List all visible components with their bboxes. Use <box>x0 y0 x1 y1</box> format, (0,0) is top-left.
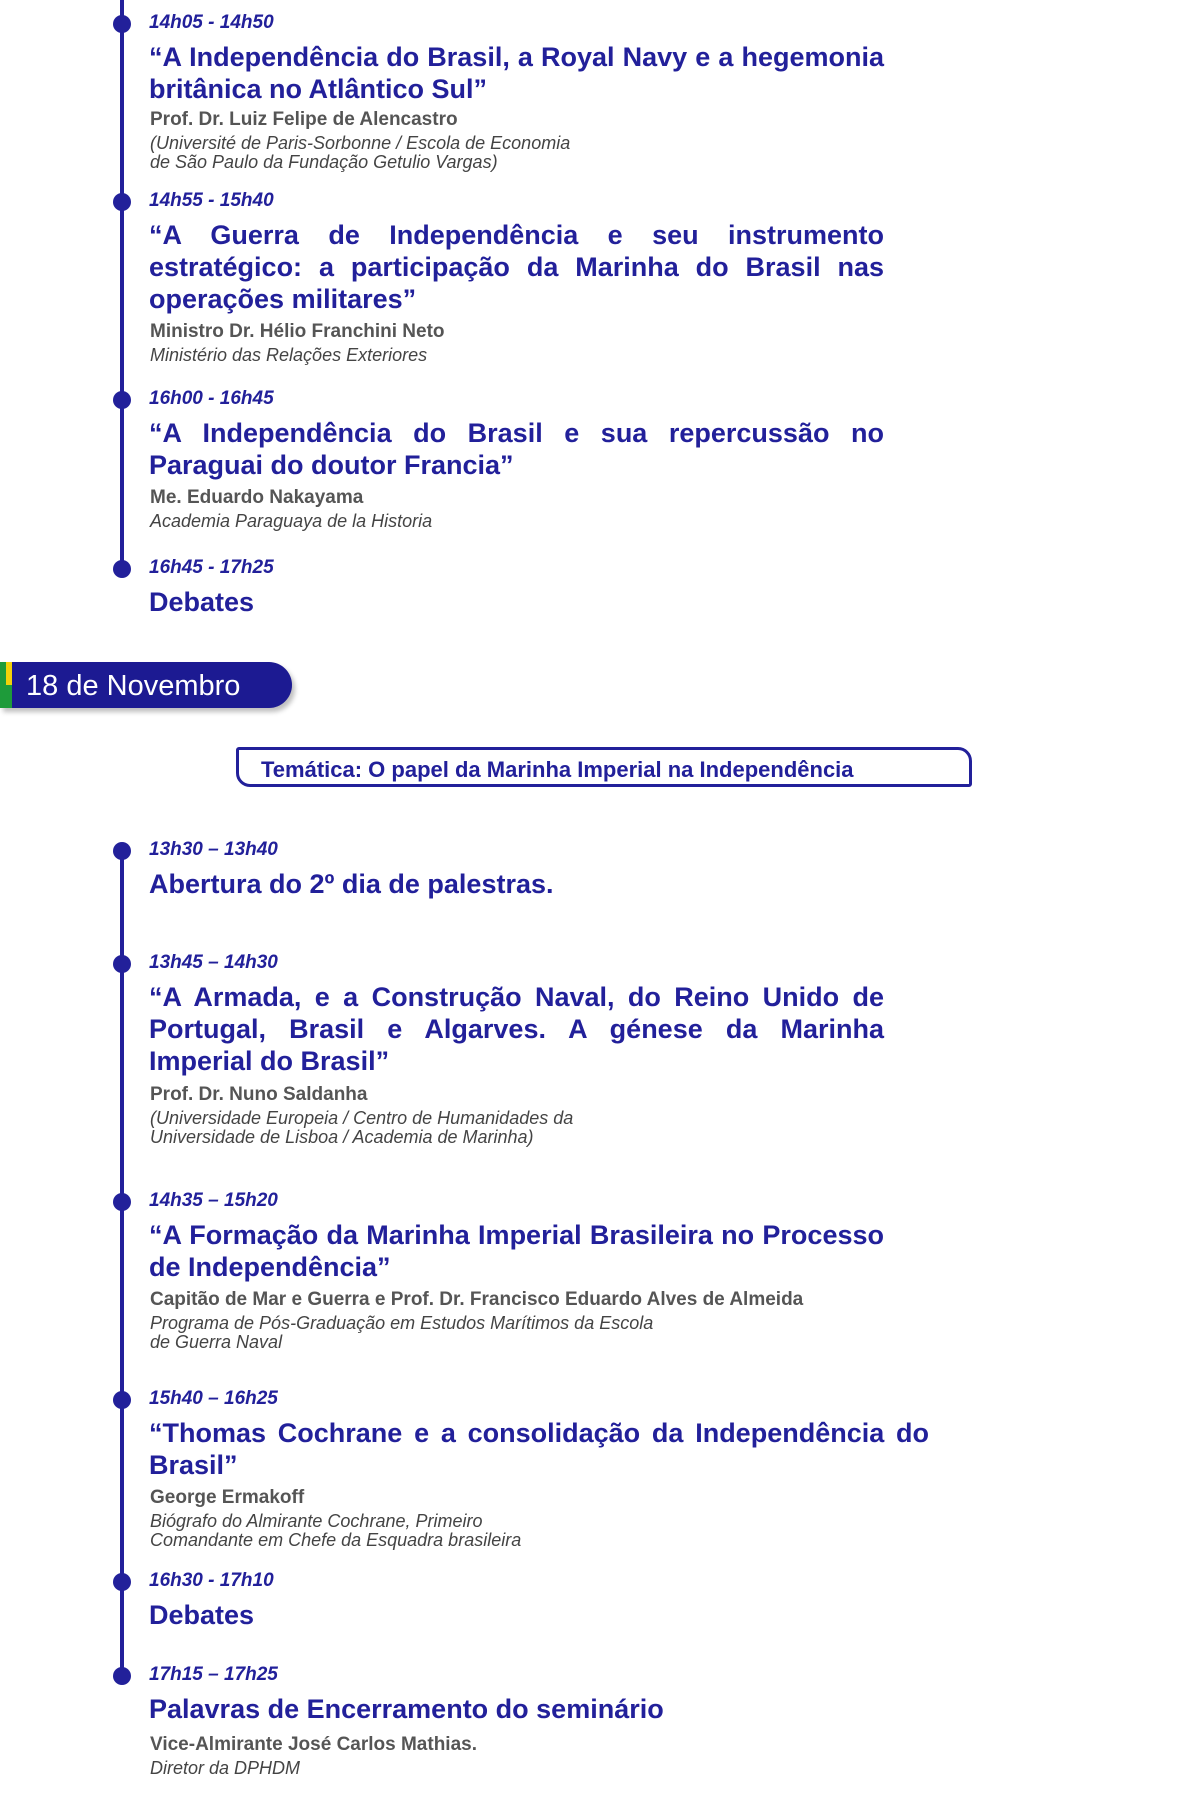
time-slot: 15h40 – 16h25 <box>149 1388 278 1409</box>
talk-title: Debates <box>149 1600 255 1630</box>
time-slot: 13h45 – 14h30 <box>149 952 278 973</box>
speaker-affiliation: Programa de Pós-Graduação em Estudos Marítimos da Escola de Guerra Naval <box>150 1313 654 1352</box>
speaker-name: Prof. Dr. Luiz Felipe de Alencastro <box>150 109 458 130</box>
speaker-affiliation: Academia Paraguaya de la Historia <box>150 511 433 531</box>
time-slot: 14h05 - 14h50 <box>149 12 274 33</box>
theme-label: Temática: O papel da Marinha Imperial na Independência <box>261 757 854 782</box>
talk-title: “A Formação da Marinha Imperial Brasileira no Processo de Independência” <box>149 1220 884 1282</box>
timeline-dot <box>113 1573 131 1591</box>
timeline-line <box>120 0 124 568</box>
timeline-dot <box>113 560 131 578</box>
speaker-affiliation: Ministério das Relações Exteriores <box>150 345 428 365</box>
timeline-dot <box>113 842 131 860</box>
day-banner <box>0 662 292 708</box>
talk-title: Palavras de Encerramento do seminário <box>149 1694 664 1724</box>
speaker-name: Ministro Dr. Hélio Franchini Neto <box>150 321 445 342</box>
speaker-name: Vice-Almirante José Carlos Mathias. <box>150 1734 477 1755</box>
time-slot: 16h45 - 17h25 <box>149 557 274 578</box>
talk-title: “Thomas Cochrane e a consolidação da Independência do Brasil” <box>149 1418 929 1480</box>
time-slot: 14h55 - 15h40 <box>149 190 274 211</box>
flag-stripe-green <box>0 662 6 708</box>
time-slot: 17h15 – 17h25 <box>149 1664 278 1685</box>
speaker-affiliation: Biógrafo do Almirante Cochrane, Primeiro Comandante em Chefe da Esquadra brasileira <box>150 1511 522 1550</box>
time-slot: 14h35 – 15h20 <box>149 1190 278 1211</box>
timeline-dot <box>113 955 131 973</box>
timeline-dot <box>113 1391 131 1409</box>
timeline-dot <box>113 15 131 33</box>
speaker-affiliation: Diretor da DPHDM <box>150 1758 301 1778</box>
timeline-dot <box>113 193 131 211</box>
talk-title: Debates <box>149 587 255 617</box>
timeline-dot <box>113 1667 131 1685</box>
theme-box <box>236 747 972 787</box>
talk-title: Abertura do 2º dia de palestras. <box>149 869 554 899</box>
talk-title: “A Independência do Brasil, a Royal Navy e a hegemonia britânica no Atlântico Sul” <box>149 42 884 104</box>
speaker-name: Me. Eduardo Nakayama <box>150 487 364 508</box>
speaker-name: Prof. Dr. Nuno Saldanha <box>150 1084 368 1105</box>
day-banner-label: 18 de Novembro <box>26 670 241 702</box>
talk-title: “A Guerra de Independência e seu instrumento estratégico: a participação da Marinha do Brasil nas operações militares” <box>149 220 884 314</box>
speaker-affiliation: (Université de Paris-Sorbonne / Escola de Economia de São Paulo da Fundação Getulio Vargas) <box>150 133 571 172</box>
talk-title: “A Armada, e a Construção Naval, do Reino Unido de Portugal, Brasil e Algarves. A génese da Marinha Imperial do Brasil” <box>149 982 884 1076</box>
timeline-dot <box>113 1193 131 1211</box>
time-slot: 13h30 – 13h40 <box>149 839 278 860</box>
talk-title: “A Independência do Brasil e sua repercussão no Paraguai do doutor Francia” <box>149 418 884 480</box>
speaker-name: Capitão de Mar e Guerra e Prof. Dr. Francisco Eduardo Alves de Almeida <box>150 1289 804 1310</box>
speaker-affiliation: (Universidade Europeia / Centro de Humanidades da Universidade de Lisboa / Academia de Marinha) <box>150 1108 574 1147</box>
time-slot: 16h30 - 17h10 <box>149 1570 274 1591</box>
speaker-name: George Ermakoff <box>150 1487 305 1508</box>
time-slot: 16h00 - 16h45 <box>149 388 274 409</box>
timeline-dot <box>113 391 131 409</box>
